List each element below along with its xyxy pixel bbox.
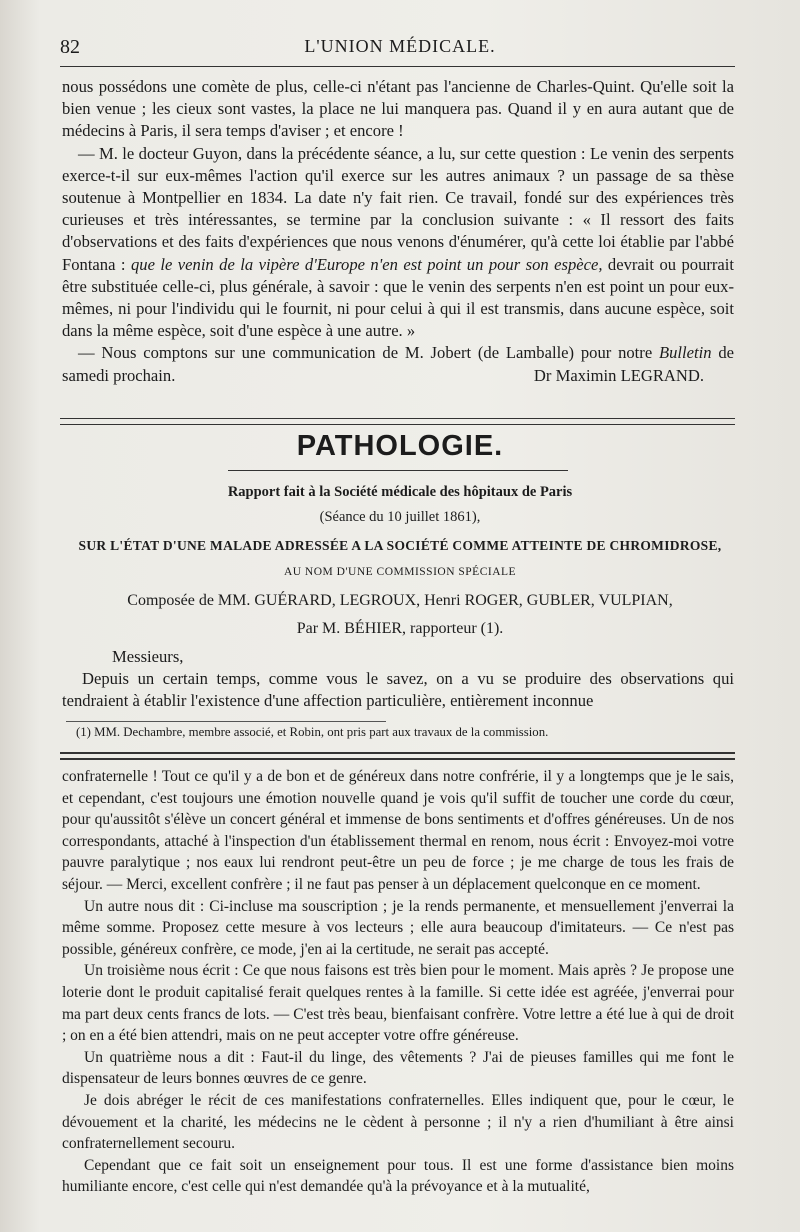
top-paragraph-1: nous possédons une comète de plus, celle-ci n'étant pas l'ancienne de Charles-Quint. Qu'elle soit la bien venue ; les cieux sont vastes, la place ne lui manquera pas. Quand il y en aura autant que de médecins à Paris, il sera temps d'aviser ; et encore ! — [62, 77, 734, 141]
salutation: Messieurs, — [112, 647, 184, 666]
footnote: (1) MM. Dechambre, membre associé, et Robin, ont pris part aux travaux de la commission. — [76, 725, 549, 739]
report-subject: SUR L'ÉTAT D'UNE MALADE ADRESSÉE A LA SOCIÉTÉ COMME ATTEINTE DE CHROMIDROSE, — [78, 538, 722, 553]
signature-text: Dr Maximin LEGRAND. — [533, 365, 704, 385]
rapporteur-line: Par M. BÉHIER, rapporteur (1). — [296, 620, 504, 637]
lower-paragraph-2: Un autre nous dit : Ci-incluse ma souscription ; je la rends permanente, et mensuellement j'enverrai la même somme. Proposez cette mesure à vos lecteurs ; elle aura beaucoup d'imitateurs. — Ce n'est pas possible, généreux confrère, ce mode, j'en ai la certitude, ne serait pas accepté. — [62, 897, 734, 958]
page-header — [60, 30, 740, 60]
lower-paragraph-5: Je dois abréger le récit de ces manifestations confraternelles. Elles indiquent que, pour le cœur, le dévouement et la charité, les médecins ne le cèdent à personne ; il n'y a rien d'humiliant à être ainsi confraternellement secouru. — [62, 1091, 734, 1153]
section-title: PATHOLOGIE. — [296, 430, 504, 462]
lower-paragraph-4: Un quatrième nous a dit : Faut-il du linge, des vêtements ? J'ai de pieuses familles qui me font le dispensateur de leurs bonnes œuvres de ce genre. — [62, 1048, 734, 1088]
report-title: Rapport fait à la Société médicale des hôpitaux de Paris — [227, 484, 573, 500]
top-article — [62, 76, 734, 387]
title-rule — [228, 470, 568, 471]
top-paragraph-2-italic: que le venin de la vipère d'Europe n'en est point un pour son espèce, — [130, 254, 603, 274]
lower-paragraph-6: Cependant que ce fait soit un enseignement pour tous. Il est une forme d'assistance bien moins humiliante encore, c'est celle qui n'est demandée qu'à la prévoyance et à la mutualité, — [62, 1156, 734, 1196]
top-paragraph-2-text-a: — M. le docteur Guyon, dans la précédente séance, a lu, sur cette question : Le venin des serpents exerce-t-il sur eux-mêmes l'action qu'il exerce sur les autres animaux ? un passage de sa thèse soutenue à Montpellier en 1834. La date n'y fait rien. Ce travail, fondé sur des expériences très curieuses et très intéressantes, se termine par la conclusion suivante : « Il ressort des faits d'observations et des faits d'expériences que nous venons d'énumérer, qu'à cette loi établie par l'abbé Fontana : — [62, 143, 734, 274]
top-paragraph-3-text-a: — Nous comptons sur une communication de M. Jobert (de Lamballe) pour notre — [78, 343, 659, 363]
page-number: 82 — [60, 36, 80, 58]
session-date: (Séance du 10 juillet 1861), — [319, 509, 481, 525]
top-paragraph-2 — [62, 143, 734, 343]
bulletin-italic: Bulletin — [658, 343, 712, 363]
report-opening: Depuis un certain temps, comme vous le savez, on a vu se produire des observations qui tendraient à établir l'existence d'une affection particulière, entièrement inconnue — [62, 669, 734, 711]
lower-paragraph-3: Un troisième nous écrit : Ce que nous faisons est très bien pour le moment. Mais après ? Je propose une loterie dont le produit capitalisé ferait quelques rentes à la famille. Si cette idée est agréée, j'enverrai pour ma part deux cents francs de lots. — C'est très beau, bienfaisant confrère. Votre lettre a été lue à qui de droit ; on en a été bien attendri, mais on ne peut accepter votre offre généreuse. — [62, 962, 734, 1045]
commission-line: AU NOM D'UNE COMMISSION SPÉCIALE — [283, 566, 517, 578]
top-paragraph-2-text-b: devrait ou pourrait être substituée celle-ci, plus générale, à savoir : que le venin des serpents n'en est point un pour eux-mêmes, ni pour l'individu qui le fournit, ni pour celui à qui il est transmis, dans aucune espèce, soit dans la même espèce, soit d'une espèce à une autre. » — [62, 254, 735, 341]
journal-title: L'UNION MÉDICALE. — [304, 36, 496, 56]
lower-paragraph-1: confraternelle ! Tout ce qu'il y a de bon et de généreux dans notre confrérie, il y a longtemps que je le sais, et cependant, c'est toujours une émotion nouvelle quand je vois qu'il suffit de toucher une corde du cœur, pour qu'aussitôt s'élève un concert général et immense de bons sentiments et d'offres généreuses. Un de nos correspondants, attaché à l'inspection d'un établissement thermal en renom, nous écrit : Envoyez-moi votre pauvre paralytique ; nos eaux lui rendront peut-être un peu de force ; je me charge de tous les frais de séjour. — Merci, excellent confrère ; il ne faut pas penser à un déplacement quelconque en ce moment. — [62, 768, 734, 893]
commission-members: Composée de MM. GUÉRARD, LEGROUX, Henri ROGER, GUBLER, VULPIAN, — [127, 592, 673, 609]
section-divider — [60, 418, 735, 425]
lower-article — [62, 766, 734, 1198]
lower-divider — [60, 752, 735, 760]
footnote-rule — [66, 721, 386, 722]
header-rule — [60, 66, 735, 67]
report-body — [62, 646, 734, 713]
top-paragraph-3-text-b: de samedi prochain. — [62, 343, 734, 385]
